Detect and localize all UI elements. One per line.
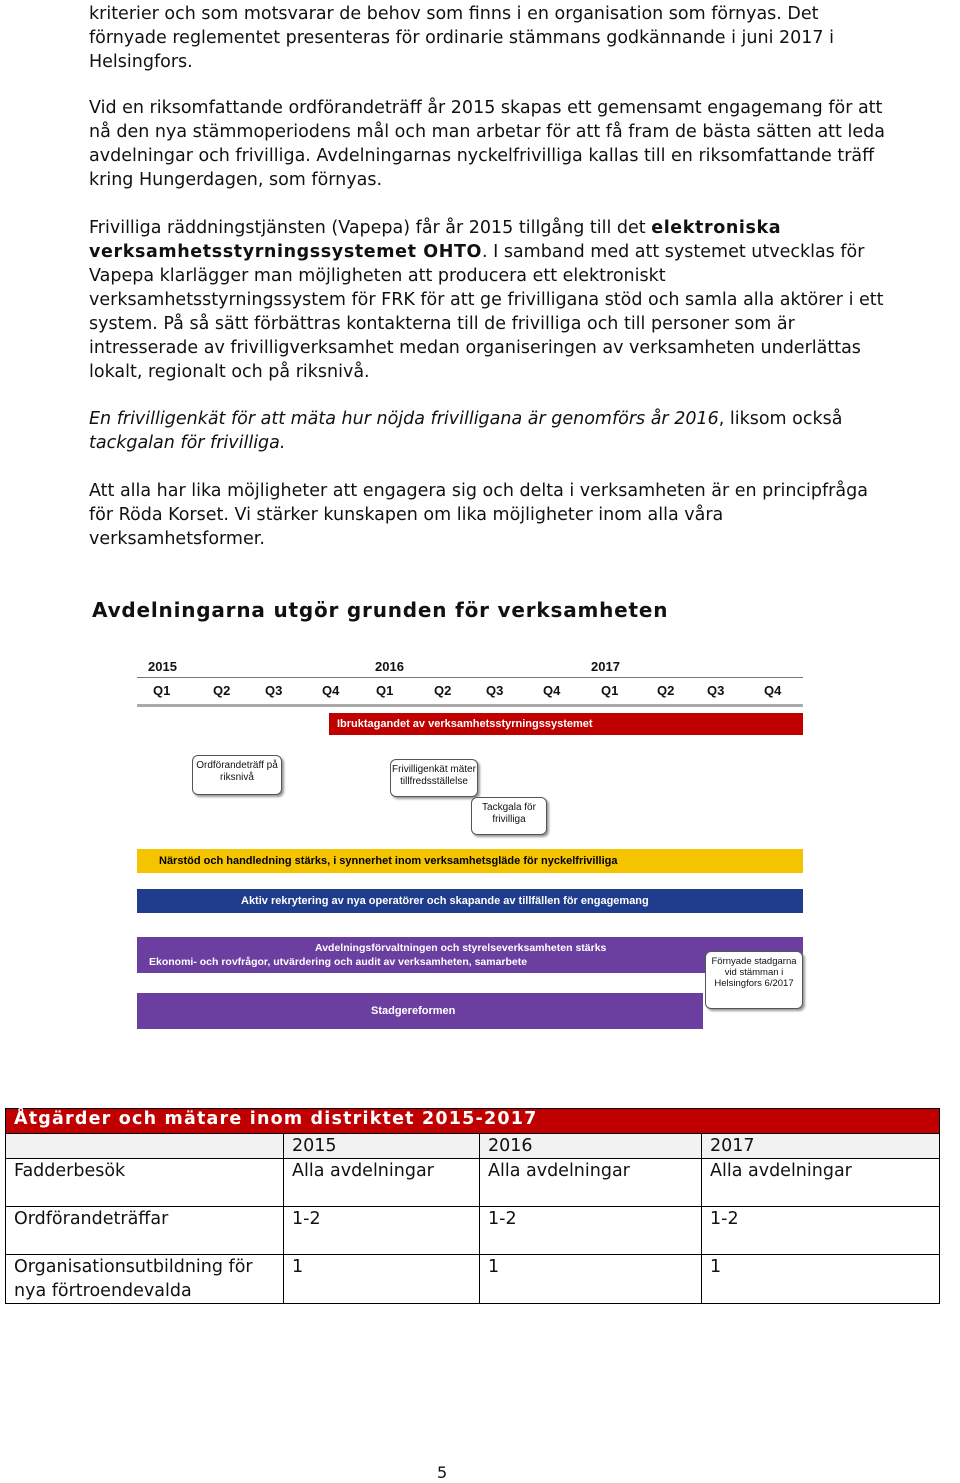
bar-forvaltning	[137, 937, 803, 973]
paragraph-enkat-italic2: tackgalan för frivilliga.	[89, 433, 286, 453]
paragraph-intro: kriterier och som motsvarar de behov som finns i en organisation som förnyas. Det förnyade reglementet presenteras för ordinarie stämmans godkännande i juni 2017 i Helsingfors.	[89, 4, 834, 72]
row-label: Fadderbesök	[6, 1159, 284, 1207]
callout-frivilligenkat: Frivilligenkät mäter tillfredsställelse	[390, 759, 478, 797]
quarter-label: Q4	[764, 683, 782, 698]
row-value: Alla avdelningar	[480, 1159, 702, 1207]
callout-ordforandetraff: Ordförandeträff på riksnivå	[192, 755, 282, 795]
bar-ibruktagandet: Ibruktagandet av verksamhetsstyrningssystemet	[329, 713, 803, 735]
year-label-2015: 2015	[148, 659, 177, 674]
table-title: Åtgärder och mätare inom distriktet 2015-2017	[6, 1109, 940, 1134]
page-number: 5	[437, 1463, 448, 1482]
paragraph-vapepa-part2: . I samband med att systemet utvecklas för Vapepa klarlägger man möjligheten att producera ett elektroniskt verksamhetsstyrningssystem för FRK för att ge frivilligana stöd och samla alla aktörer i ett system. På så sätt förbättras kontakterna till de frivilliga och till personer som är intresserade av frivilligverksamhet medan organiseringen av verksamheten underlättas lokalt, regionalt och på riksnivå.	[89, 242, 884, 382]
paragraph-ordforandetraff: Vid en riksomfattande ordförandeträff år 2015 skapas ett gemensamt engagemang för att nå den nya stämmoperiodens mål och man arbetar för att få fram de bästa sätten att leda avdelningar och frivilliga. Avdelningarnas nyckelfrivilliga kallas till en riksomfattande träff kring Hungerdagen, som förnyas.	[89, 98, 885, 190]
timeline-diagram	[137, 655, 803, 1040]
bar-narstod: Närstöd och handledning stärks, i synnerhet inom verksamhetsgläde för nyckelfrivilliga	[137, 849, 803, 873]
table-header-row	[6, 1134, 940, 1159]
quarter-label: Q4	[322, 683, 340, 698]
callout-stadgar: Förnyade stadgarna vid stämman i Helsingfors 6/2017	[705, 951, 803, 1009]
quarter-label: Q1	[601, 683, 619, 698]
bar-rekrytering: Aktiv rekrytering av nya operatörer och skapande av tillfällen för engagemang	[137, 889, 803, 913]
table-row	[6, 1159, 940, 1207]
row-label: Organisationsutbildning för nya förtroendevalda	[6, 1255, 284, 1304]
paragraph-enkat	[89, 407, 889, 455]
quarter-label: Q3	[265, 683, 283, 698]
quarter-label: Q3	[707, 683, 725, 698]
table-row	[6, 1207, 940, 1255]
row-value: Alla avdelningar	[284, 1159, 480, 1207]
table-header-year: 2017	[702, 1134, 940, 1159]
row-value: 1-2	[284, 1207, 480, 1255]
quarter-label: Q2	[657, 683, 675, 698]
paragraph-enkat-italic1: En frivilligenkät för att mäta hur nöjda frivilligana är genomförs år 2016	[89, 409, 719, 429]
table-title-row	[6, 1109, 940, 1134]
table-row	[6, 1255, 940, 1304]
bar-forvaltning-line2: Ekonomi- och rovfrågor, utvärdering och audit av verksamheten, samarbete	[149, 956, 528, 968]
table-header-empty	[6, 1134, 284, 1159]
paragraph-vapepa	[89, 216, 889, 384]
callout-tackgala: Tackgala för frivilliga	[471, 797, 547, 835]
bar-stadgereform: Stadgereformen	[137, 993, 703, 1029]
row-label: Ordförandeträffar	[6, 1207, 284, 1255]
row-value: Alla avdelningar	[702, 1159, 940, 1207]
quarter-row	[137, 677, 803, 707]
row-value: 1-2	[702, 1207, 940, 1255]
quarter-label: Q1	[153, 683, 171, 698]
section-heading: Avdelningarna utgör grunden för verksamheten	[92, 598, 669, 622]
paragraph-lika-mojligheter: Att alla har lika möjligheter att engagera sig och delta i verksamheten är en principfråga för Röda Korset. Vi stärker kunskapen om lika möjligheter inom alla våra verksamhetsformer.	[89, 481, 868, 549]
row-value: 1	[284, 1255, 480, 1304]
table-header-year: 2015	[284, 1134, 480, 1159]
year-label-2017: 2017	[591, 659, 620, 674]
quarter-label: Q3	[486, 683, 504, 698]
quarter-label: Q1	[376, 683, 394, 698]
paragraph-enkat-mid: , liksom också	[718, 409, 843, 429]
row-value: 1	[702, 1255, 940, 1304]
table-header-year: 2016	[480, 1134, 702, 1159]
paragraph-vapepa-bold: elektroniska verksamhetsstyrningssystemet OHTO	[89, 218, 782, 262]
row-value: 1	[480, 1255, 702, 1304]
quarter-label: Q4	[543, 683, 561, 698]
bar-forvaltning-line1: Avdelningsförvaltningen och styrelseverksamheten stärks	[315, 942, 607, 954]
measures-table	[5, 1108, 940, 1304]
quarter-label: Q2	[434, 683, 452, 698]
year-label-2016: 2016	[375, 659, 404, 674]
paragraph-vapepa-part1: Frivilliga räddningstjänsten (Vapepa) får år 2015 tillgång till det	[89, 218, 652, 238]
row-value: 1-2	[480, 1207, 702, 1255]
quarter-label: Q2	[213, 683, 231, 698]
